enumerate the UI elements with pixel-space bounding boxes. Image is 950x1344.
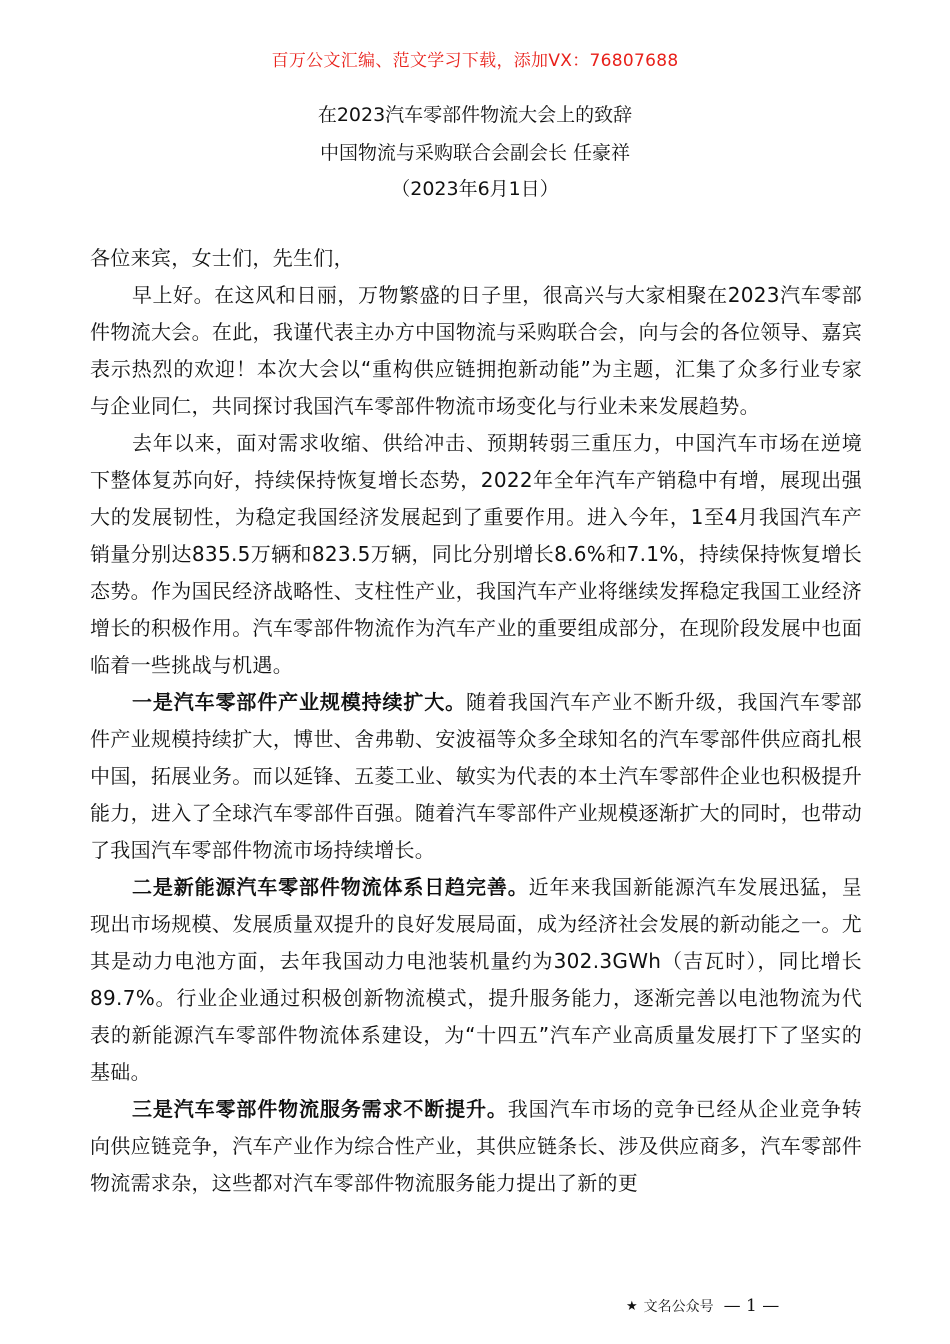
point-2-heading: 二是新能源汽车零部件物流体系日趋完善。 [132,875,529,899]
star-icon: ★ [626,1298,638,1314]
paragraph-4 [90,869,862,1091]
greeting: 各位来宾，女士们，先生们， [90,246,354,270]
page-footer [626,1296,779,1316]
page-number: — 1 — [723,1296,780,1316]
paragraph-2: 去年以来，面对需求收缩、供给冲击、预期转弱三重压力，中国汽车市场在逆境下整体复苏向好，持续保持恢复增长态势，2022年全年汽车产销稳中有增，展现出强大的发展韧性，为稳定我国经济发展起到了重要作用。进入今年，1至4月我国汽车产销量分别达835.5万辆和823.5万辆，同比分别增长8.6%和7.1%，持续保持恢复增长态势。作为国民经济战略性、支柱性产业，我国汽车产业将继续发挥稳定我国工业经济增长的积极作用。汽车零部件物流作为汽车产业的重要组成部分，在现阶段发展中也面临着一些挑战与机遇。 [90,431,862,677]
document-body [90,240,862,1202]
paragraph-5 [90,1091,862,1202]
speaker-line: 中国物流与采购联合会副会长 任豪祥 [319,142,631,164]
point-3-text: 我国汽车市场的竞争已经从企业竞争转向供应链竞争，汽车产业作为综合性产业，其供应链条长、涉及供应商多，汽车零部件物流需求杂，这些都对汽车零部件物流服务能力提出了新的更 [90,1097,862,1195]
watermark-banner: 百万公文汇编、范文学习下载，添加VX：76807688 [271,51,679,71]
footer-label: 文名公众号 [643,1299,714,1315]
point-3-heading: 三是汽车零部件物流服务需求不断提升。 [132,1097,508,1121]
point-1-heading: 一是汽车零部件产业规模持续扩大。 [132,690,466,714]
paragraph-3 [90,684,862,869]
paragraph-1: 早上好。在这风和日丽，万物繁盛的日子里，很高兴与大家相聚在2023汽车零部件物流大会。在此，我谨代表主办方中国物流与采购联合会，向与会的各位领导、嘉宾表示热烈的欢迎！本次大会以“重构供应链拥抱新动能”为主题，汇集了众多行业专家与企业同仁，共同探讨我国汽车零部件物流市场变化与行业未来发展趋势。 [90,283,862,418]
point-1-text: 随着我国汽车产业不断升级，我国汽车零部件产业规模持续扩大，博世、舍弗勒、安波福等众多全球知名的汽车零部件供应商扎根中国，拓展业务。而以延锋、五菱工业、敏实为代表的本土汽车零部件企业也积极提升能力，进入了全球汽车零部件百强。随着汽车零部件产业规模逐渐扩大的同时，也带动了我国汽车零部件物流市场持续增长。 [90,690,862,862]
point-2-text: 近年来我国新能源汽车发展迅猛，呈现出市场规模、发展质量双提升的良好发展局面，成为经济社会发展的新动能之一。尤其是动力电池方面，去年我国动力电池装机量约为302.3GWh（吉瓦时），同比增长89.7%。行业企业通过积极创新物流模式，提升服务能力，逐渐完善以电池物流为代表的新能源汽车零部件物流体系建设，为“十四五”汽车产业高质量发展打下了坚实的基础。 [90,875,862,1084]
document-title: 在2023汽车零部件物流大会上的致辞 [317,104,633,126]
speech-date: （2023年6月1日） [391,178,559,200]
